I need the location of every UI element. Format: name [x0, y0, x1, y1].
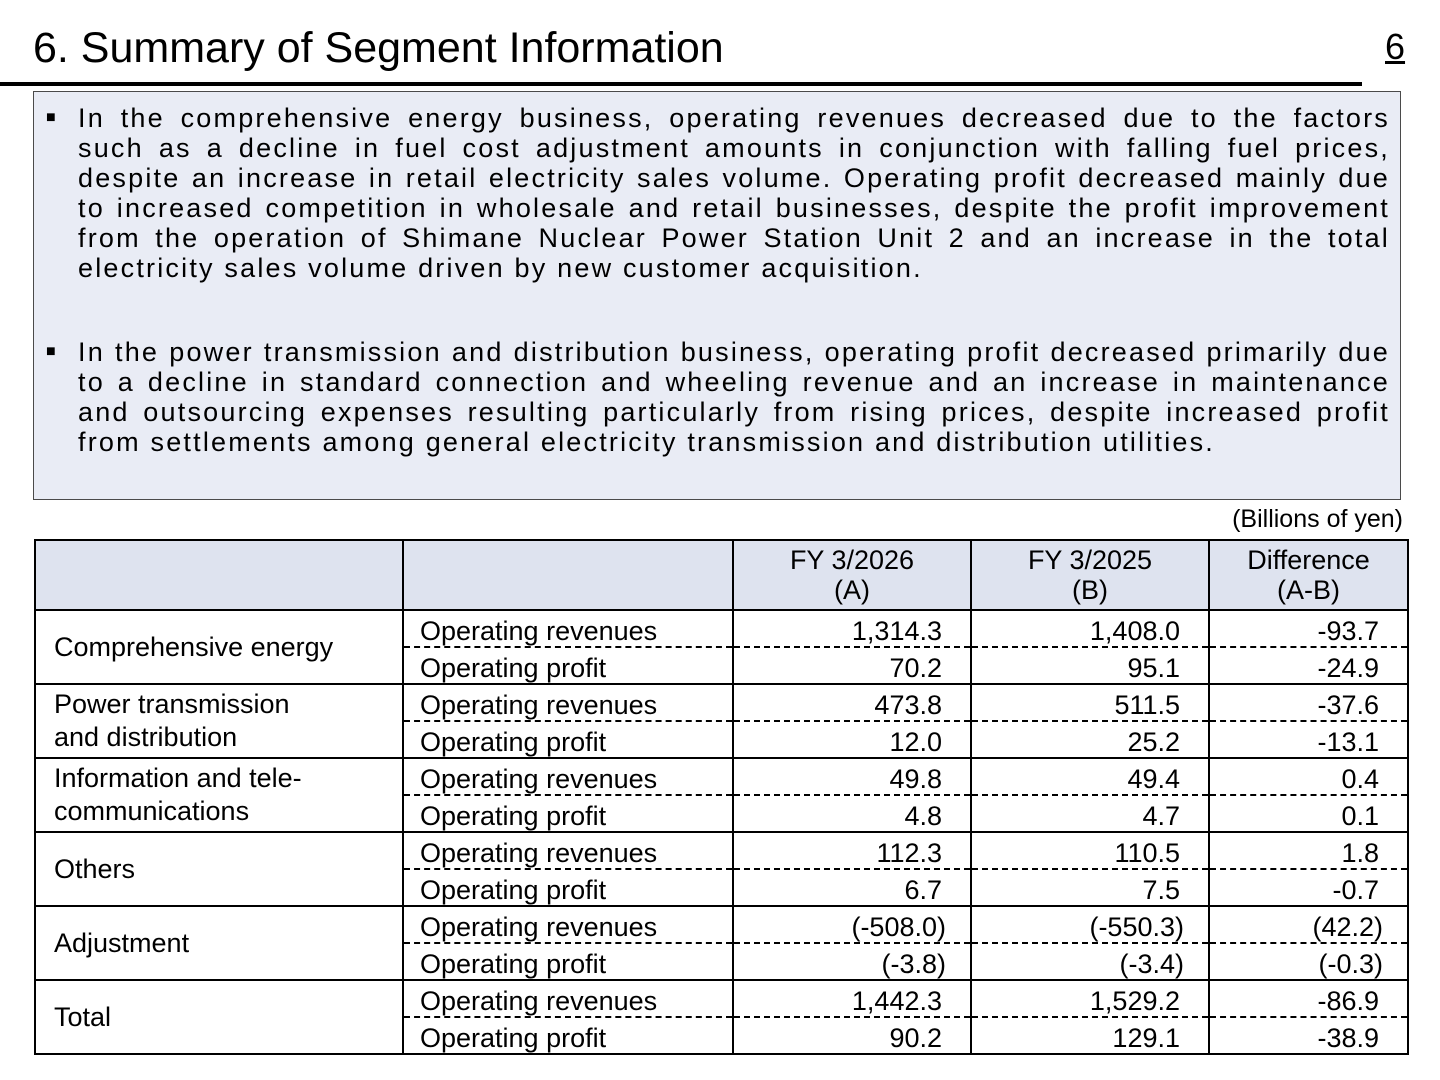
- value-fy2026: (-3.8): [733, 943, 971, 980]
- value-fy2025: 7.5: [971, 869, 1209, 906]
- segment-name-line: Total: [54, 1001, 112, 1032]
- metric-label: Operating profit: [403, 1017, 733, 1054]
- value-fy2025: 95.1: [971, 647, 1209, 684]
- metric-label: Operating revenues: [403, 980, 733, 1017]
- value-fy2026: 12.0: [733, 721, 971, 758]
- value-fy2025: 110.5: [971, 832, 1209, 869]
- header-empty-cell: [403, 540, 733, 610]
- column-header-line: FY 3/2025: [1027, 545, 1153, 575]
- column-header-fy2026: [733, 540, 971, 610]
- metric-label: Operating profit: [403, 943, 733, 980]
- square-bullet-icon: ■: [46, 343, 56, 360]
- metric-label: Operating profit: [403, 721, 733, 758]
- table-row: [35, 758, 1408, 795]
- value-fy2025: 511.5: [971, 684, 1209, 721]
- value-fy2025: (-550.3): [971, 906, 1209, 943]
- value-difference: -86.9: [1209, 980, 1408, 1017]
- header-empty-cell: [35, 540, 403, 610]
- segment-name-line: Adjustment: [54, 927, 190, 958]
- metric-label: Operating profit: [403, 795, 733, 832]
- table-row: [35, 906, 1408, 943]
- value-fy2025: (-3.4): [971, 943, 1209, 980]
- metric-label: Operating revenues: [403, 906, 733, 943]
- value-fy2025: 1,529.2: [971, 980, 1209, 1017]
- column-header-line: Difference: [1247, 545, 1370, 575]
- column-header-line: (B): [1072, 575, 1108, 605]
- value-fy2025: 49.4: [971, 758, 1209, 795]
- square-bullet-icon: ■: [46, 109, 56, 126]
- segment-name-cell: [35, 684, 403, 758]
- summary-bullet-2: [46, 337, 1390, 457]
- value-difference: -37.6: [1209, 684, 1408, 721]
- value-fy2026: 112.3: [733, 832, 971, 869]
- value-difference: -13.1: [1209, 721, 1408, 758]
- table-row: [35, 684, 1408, 721]
- value-fy2025: 1,408.0: [971, 610, 1209, 647]
- value-difference: 0.4: [1209, 758, 1408, 795]
- segment-name-cell: [35, 980, 403, 1054]
- title-underline: [0, 82, 1362, 86]
- metric-label: Operating revenues: [403, 684, 733, 721]
- value-fy2026: 473.8: [733, 684, 971, 721]
- value-difference: 1.8: [1209, 832, 1408, 869]
- value-difference: (42.2): [1209, 906, 1408, 943]
- table-row: [35, 832, 1408, 869]
- value-fy2026: 4.8: [733, 795, 971, 832]
- segment-name-line: communications: [54, 796, 250, 826]
- segment-name-line: Comprehensive energy: [54, 631, 334, 662]
- metric-label: Operating profit: [403, 869, 733, 906]
- column-header-line: (A-B): [1277, 575, 1340, 605]
- value-fy2026: 1,314.3: [733, 610, 971, 647]
- value-fy2026: 90.2: [733, 1017, 971, 1054]
- value-difference: (-0.3): [1209, 943, 1408, 980]
- column-header-fy2025: [971, 540, 1209, 610]
- page-title: 6. Summary of Segment Information: [33, 24, 724, 72]
- segment-name-line: Power transmission: [54, 689, 290, 719]
- value-fy2026: 1,442.3: [733, 980, 971, 1017]
- column-header-difference: [1209, 540, 1408, 610]
- value-fy2026: 6.7: [733, 869, 971, 906]
- summary-bullet-1: [46, 103, 1390, 283]
- metric-label: Operating revenues: [403, 758, 733, 795]
- value-fy2025: 129.1: [971, 1017, 1209, 1054]
- summary-bullet-text: In the comprehensive energy business, operating revenues decreased due to the factors such as a decline in fuel cost adjustment amounts in conjunction with falling fuel prices, despite an increase in retail electricity sales volume. Operating profit decreased mainly due to increased competition in wholesale and retail businesses, despite the profit improvement from the operation of Shimane Nuclear Power Station Unit 2 and an increase in the total electricity sales volume driven by new customer acquisition.: [78, 103, 1390, 283]
- column-header-line: (A): [834, 575, 870, 605]
- table-header-row: [35, 540, 1408, 610]
- page-number: 6: [1385, 26, 1406, 67]
- value-difference: -0.7: [1209, 869, 1408, 906]
- segment-name-line: and distribution: [54, 722, 238, 752]
- value-difference: -38.9: [1209, 1017, 1408, 1054]
- value-difference: -93.7: [1209, 610, 1408, 647]
- value-fy2026: 70.2: [733, 647, 971, 684]
- unit-label: (Billions of yen): [1232, 505, 1403, 533]
- segment-name-cell: [35, 906, 403, 980]
- column-header-line: FY 3/2026: [789, 545, 915, 575]
- metric-label: Operating profit: [403, 647, 733, 684]
- value-fy2026: (-508.0): [733, 906, 971, 943]
- value-fy2025: 4.7: [971, 795, 1209, 832]
- segment-name-line: Information and tele-: [54, 763, 302, 793]
- segment-name-cell: [35, 758, 403, 832]
- metric-label: Operating revenues: [403, 610, 733, 647]
- table-row: [35, 610, 1408, 647]
- metric-label: Operating revenues: [403, 832, 733, 869]
- summary-bullet-text: In the power transmission and distribution business, operating profit decreased primarily due to a decline in standard connection and wheeling revenue and an increase in maintenance and outsourcing expenses resulting particularly from rising prices, despite increased profit from settlements among general electricity transmission and distribution utilities.: [78, 337, 1390, 457]
- value-difference: 0.1: [1209, 795, 1408, 832]
- segment-name-cell: [35, 610, 403, 684]
- value-fy2026: 49.8: [733, 758, 971, 795]
- table-row: [35, 980, 1408, 1017]
- segment-name-line: Others: [54, 853, 136, 884]
- value-fy2025: 25.2: [971, 721, 1209, 758]
- segment-name-cell: [35, 832, 403, 906]
- segment-table: [34, 539, 1409, 1055]
- value-difference: -24.9: [1209, 647, 1408, 684]
